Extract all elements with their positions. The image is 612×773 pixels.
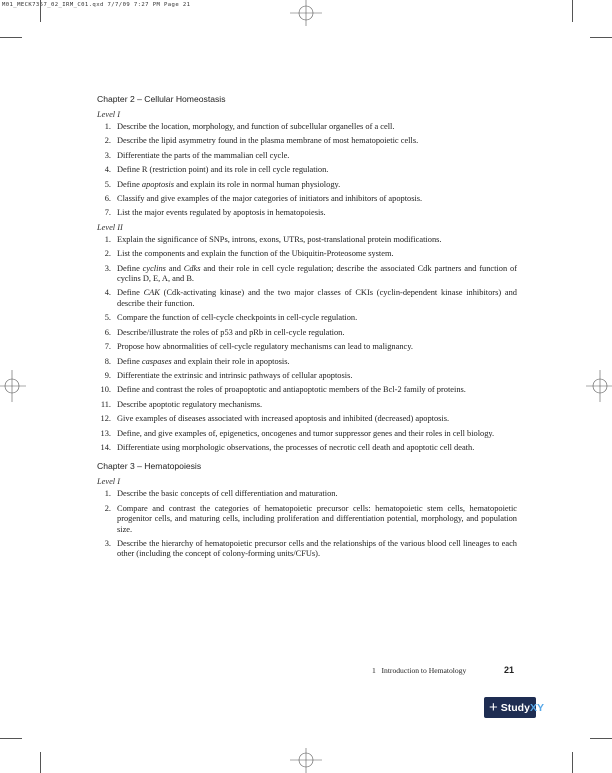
chapter-2-heading: Chapter 2 – Cellular Homeostasis (97, 94, 226, 104)
page-footer (372, 665, 515, 675)
list-item-number: 13. (100, 428, 111, 438)
file-slug: M01_MECK7357_02_IRM_C01.qxd 7/7/09 7:27 PM Page 21 (2, 2, 191, 8)
crop-mark-right-top (590, 37, 612, 38)
list-item (97, 264, 517, 285)
chapter-3-heading: Chapter 3 – Hematopoiesis (97, 461, 202, 472)
list-item-number: 6. (104, 194, 111, 204)
list-item-text (117, 288, 517, 307)
text-run: and their role in cell cycle regulation; describe the associated Cdk partners and function of cyclins D, E, A, and B. (117, 263, 517, 284)
text-run: Describe the lipid asymmetry found in the plasma membrane of most hematopoietic cells. (117, 136, 419, 146)
list-item (97, 208, 517, 218)
studyxy-badge[interactable] (484, 697, 544, 718)
crop-mark-right-bottom (590, 738, 612, 739)
list-item-text (117, 371, 352, 380)
text-run: Describe the hierarchy of hematopoietic precursor cells and the relationships of the various blood cell lineages to each other (including the concept of colony-forming units/CFUs). (117, 538, 517, 559)
chapter-2-level-2-list (97, 235, 517, 454)
badge-word-xy: XY (529, 701, 544, 714)
text-run: Classify and give examples of the major categories of initiators and inhibitors of apoptosis. (117, 194, 423, 204)
list-item-number: 2. (104, 503, 111, 513)
list-item-number: 5. (104, 179, 111, 189)
crop-mark-top-left (40, 0, 41, 22)
chapter-2-level-1-list (97, 122, 517, 219)
text-run: Define (117, 263, 143, 273)
text-run: List the major events regulated by apoptosis in hematopoiesis. (117, 208, 326, 218)
footer-chapter-number: 1 (372, 666, 376, 675)
list-item-number: 1. (104, 489, 111, 499)
list-item (97, 249, 517, 259)
text-run: (Cdk-activating kinase) and the two major classes of CKIs (cyclin-dependent kinase inhibitors) and describe their function. (117, 288, 517, 308)
list-item-number: 14. (100, 442, 111, 452)
list-item (97, 288, 517, 309)
text-run: Describe the basic concepts of cell differentiation and maturation. (117, 489, 338, 499)
list-item (97, 429, 517, 439)
list-item-text (117, 414, 449, 423)
list-item-number: 1. (104, 234, 111, 244)
list-item-number: 3. (104, 538, 111, 548)
registration-mark-right-icon (586, 366, 612, 406)
list-item (97, 122, 517, 132)
text-run: Describe apoptotic regulatory mechanisms. (117, 399, 263, 409)
list-item-text (117, 122, 394, 131)
plus-icon: + (489, 699, 498, 716)
list-item-text (117, 429, 494, 438)
list-item-number: 3. (104, 263, 111, 273)
list-item-text (117, 249, 394, 258)
list-item-text (117, 328, 344, 337)
text-run: Propose how abnormalities of cell-cycle regulatory mechanisms can lead to malignancy. (117, 342, 413, 352)
text-run: List the components and explain the function of the Ubiquitin-Proteosome system. (117, 249, 394, 259)
list-item (97, 539, 517, 560)
list-item-number: 7. (104, 208, 111, 218)
list-item-text (117, 443, 474, 452)
list-item (97, 328, 517, 338)
list-item-text (117, 385, 466, 394)
text-run: and explain its role in normal human physiology. (174, 179, 341, 189)
italic-term: apoptosis (141, 179, 175, 189)
list-item (97, 165, 517, 175)
list-item-text (117, 151, 289, 160)
text-run: Differentiate the extrinsic and intrinsic pathways of cellular apoptosis. (117, 370, 353, 380)
page-content (97, 94, 517, 564)
text-run: Describe/illustrate the roles of p53 and pRb in cell-cycle regulation. (117, 327, 345, 337)
text-run: and explain their role in apoptosis. (171, 356, 290, 366)
text-run: Define (117, 179, 142, 189)
crop-mark-left-bottom (0, 738, 22, 739)
list-item-number: 5. (104, 313, 111, 323)
text-run: Define (117, 288, 144, 298)
chapter-2-level-2-label: Level II (97, 222, 123, 232)
list-item-text (117, 208, 326, 217)
list-item-text (117, 264, 517, 283)
text-run: Define, and give examples of, epigenetics, oncogenes and tumor suppressor genes and their roles in cell biology. (117, 428, 495, 438)
list-item-number: 9. (104, 370, 111, 380)
list-item-number: 10. (100, 385, 111, 395)
text-run: Differentiate using morphologic observations, the processes of necrotic cell death and apoptotic cell death. (117, 442, 475, 452)
registration-mark-bottom-icon (286, 748, 326, 773)
list-item (97, 313, 517, 323)
registration-mark-left-icon (0, 366, 26, 406)
text-run: and (165, 263, 184, 273)
list-item-text (117, 180, 340, 189)
list-item (97, 235, 517, 245)
chapter-3-level-1-list (97, 489, 517, 559)
list-item (97, 504, 517, 535)
italic-term: Cdks (183, 263, 201, 273)
list-item-number: 3. (104, 150, 111, 160)
text-run: Give examples of diseases associated with increased apoptosis and inhibited (decreased) apoptosis. (117, 414, 450, 424)
list-item-number: 12. (100, 414, 111, 424)
list-item-text (117, 165, 328, 174)
crop-mark-bottom-right (572, 752, 573, 773)
list-item-number: 4. (104, 288, 111, 298)
text-run: Compare and contrast the categories of hematopoietic precursor cells: hematopoietic stem cells, hematopoietic progenitor cells, and maturing cells, including proliferation and differentiation potential, morphology, and population size. (117, 503, 517, 534)
list-item-text (117, 400, 262, 409)
crop-mark-bottom-left (40, 752, 41, 773)
registration-mark-top-icon (286, 0, 326, 26)
list-item (97, 136, 517, 146)
list-item (97, 180, 517, 190)
list-item-text (117, 313, 357, 322)
page-number: 21 (504, 665, 515, 675)
list-item (97, 489, 517, 499)
list-item-text (117, 357, 290, 366)
list-item-text (117, 136, 418, 145)
list-item (97, 371, 517, 381)
list-item-number: 11. (100, 399, 111, 409)
list-item (97, 443, 517, 453)
text-run: Describe the location, morphology, and function of subcellular organelles of a cell. (117, 122, 395, 131)
badge-word-study: Study (500, 701, 530, 714)
italic-term: CAK (143, 288, 160, 298)
list-item-text (117, 342, 413, 351)
italic-term: caspases (141, 356, 172, 366)
list-item-number: 8. (104, 356, 111, 366)
list-item-number: 1. (104, 122, 111, 131)
list-item-number: 2. (104, 249, 111, 259)
crop-mark-top-right (572, 0, 573, 22)
list-item (97, 414, 517, 424)
chapter-2-level-1-label: Level I (97, 110, 121, 119)
list-item (97, 151, 517, 161)
italic-term: cyclins (142, 263, 166, 273)
text-run: Define and contrast the roles of proapoptotic and antiapoptotic members of the Bcl-2 family of proteins. (117, 385, 466, 395)
list-item (97, 357, 517, 367)
list-item-text (117, 489, 338, 498)
chapter-3-level-1-label: Level I (97, 477, 121, 487)
list-item (97, 385, 517, 395)
text-run: Define (117, 356, 142, 366)
list-item-text (117, 539, 517, 558)
list-item-number: 6. (104, 327, 111, 337)
list-item (97, 194, 517, 204)
list-item-number: 4. (104, 165, 111, 175)
list-item-text (117, 235, 441, 244)
list-item-number: 2. (104, 136, 111, 146)
list-item-text (117, 504, 517, 534)
list-item (97, 342, 517, 352)
list-item (97, 400, 517, 410)
text-run: Differentiate the parts of the mammalian cell cycle. (117, 150, 290, 160)
text-run: Explain the significance of SNPs, introns, exons, UTRs, post-translational protein modifications. (117, 234, 442, 244)
text-run: Define R (restriction point) and its role in cell cycle regulation. (117, 165, 329, 175)
list-item-number: 7. (104, 342, 111, 352)
crop-mark-left-top (0, 37, 22, 38)
list-item-text (117, 194, 422, 203)
footer-chapter-title: Introduction to Hematology (381, 666, 467, 675)
text-run: Compare the function of cell-cycle checkpoints in cell-cycle regulation. (117, 313, 358, 323)
